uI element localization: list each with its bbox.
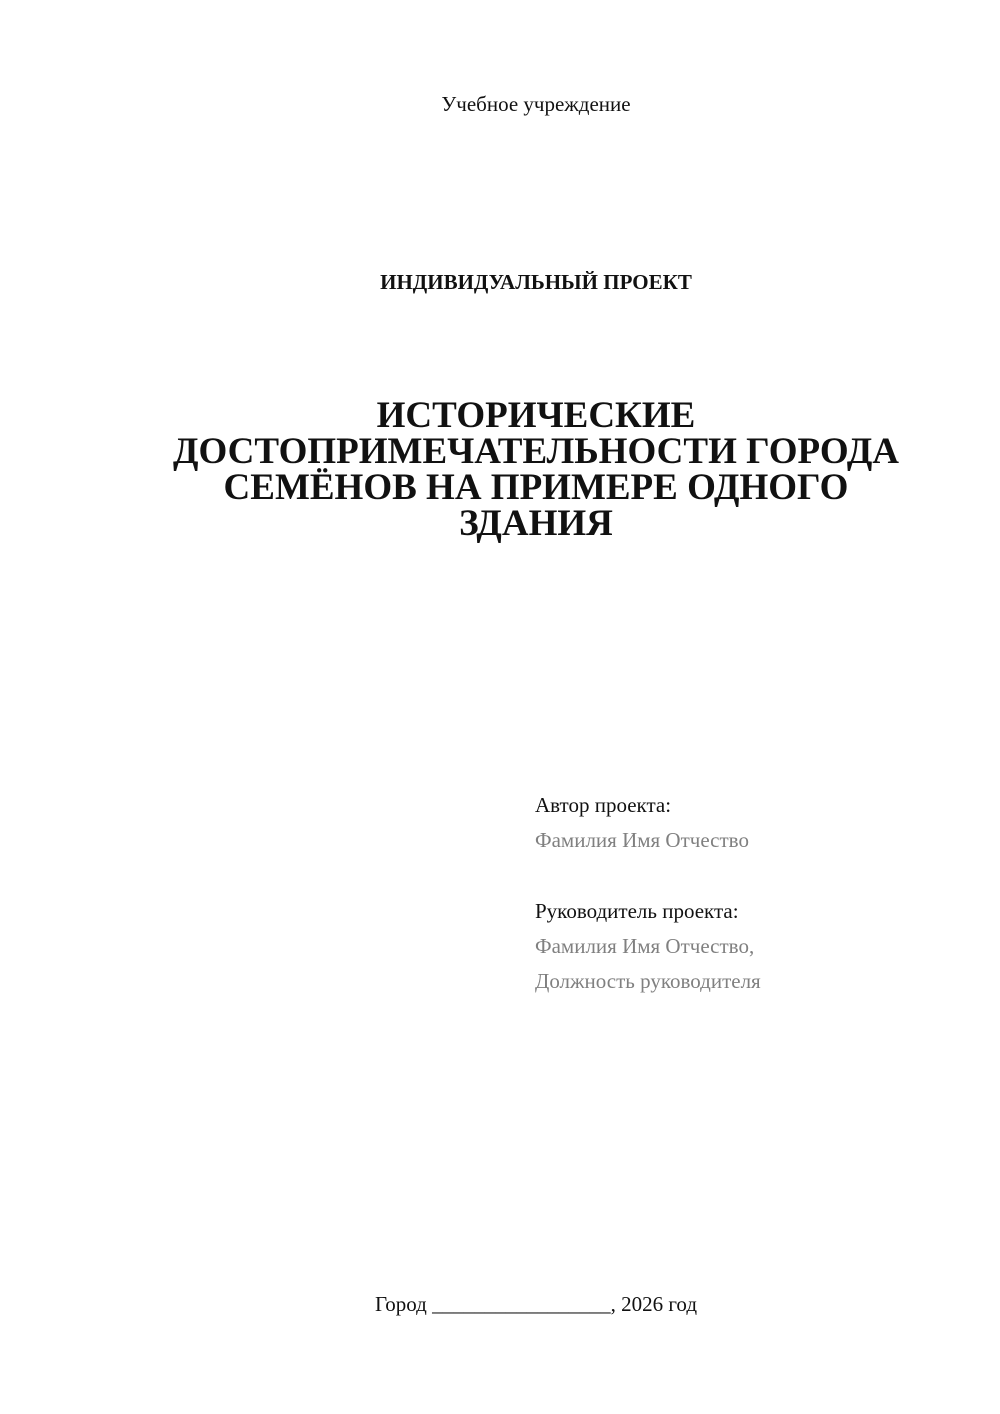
project-people-block bbox=[535, 788, 975, 999]
title-line-2: ДОСТОПРИМЕЧАТЕЛЬНОСТИ ГОРОДА bbox=[173, 431, 899, 472]
project-type-heading: ИНДИВИДУАЛЬНЫЙ ПРОЕКТ bbox=[380, 270, 692, 294]
supervisor-label: Руководитель проекта: bbox=[535, 899, 739, 923]
institution-name: Учебное учреждение bbox=[441, 92, 631, 116]
section-spacer bbox=[535, 858, 975, 894]
author-name: Фамилия Имя Отчество bbox=[535, 828, 749, 852]
title-line-4: ЗДАНИЯ bbox=[459, 503, 613, 544]
supervisor-name: Фамилия Имя Отчество, bbox=[535, 934, 755, 958]
author-label: Автор проекта: bbox=[535, 793, 672, 817]
supervisor-position: Должность руководителя bbox=[535, 969, 761, 993]
title-line-3: СЕМЁНОВ НА ПРИМЕРЕ ОДНОГО bbox=[223, 467, 849, 508]
city-year-line: Город _________________, 2026 год bbox=[374, 1292, 698, 1316]
project-title bbox=[140, 395, 932, 544]
title-line-1: ИСТОРИЧЕСКИЕ bbox=[376, 395, 696, 436]
